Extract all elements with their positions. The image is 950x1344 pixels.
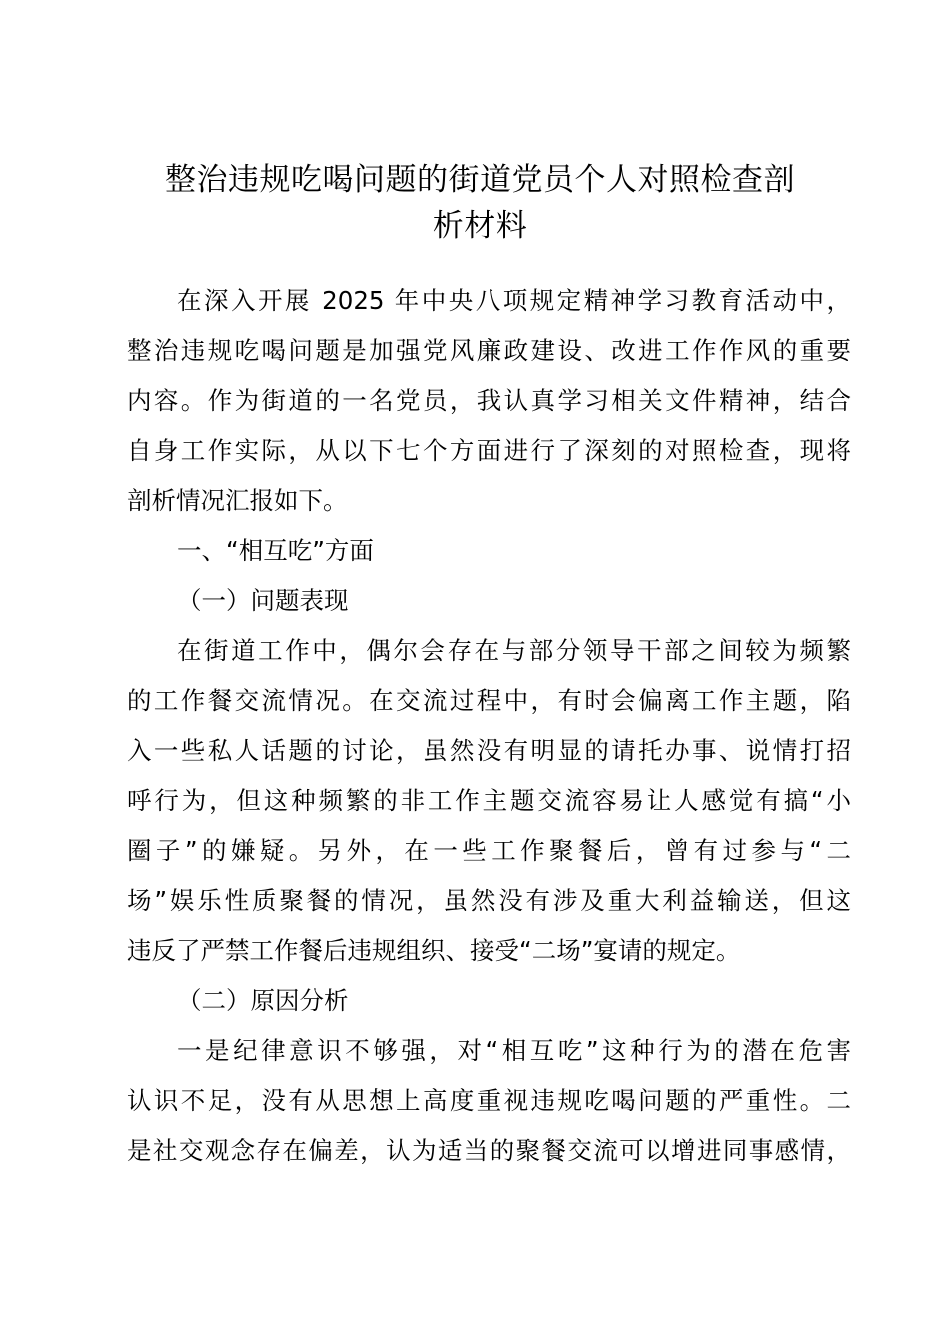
body-line: 场”娱乐性质聚餐的情况，虽然没有涉及重大利益输送，但这 <box>127 886 851 915</box>
body-line: 在街道工作中，偶尔会存在与部分领导干部之间较为频繁 <box>177 636 851 665</box>
intro-line: 剖析情况汇报如下。 <box>127 486 348 515</box>
body-line: 的工作餐交流情况。在交流过程中，有时会偏离工作主题，陷 <box>127 686 851 715</box>
title-line-2: 析材料 <box>432 208 528 244</box>
subsection-heading: （一）问题表现 <box>177 586 349 615</box>
body-line: 入一些私人话题的讨论，虽然没有明显的请托办事、说情打招 <box>127 736 851 765</box>
intro-line: 自身工作实际，从以下七个方面进行了深刻的对照检查，现将 <box>127 436 851 465</box>
body-line: 一是纪律意识不够强，对“相互吃”这种行为的潜在危害 <box>177 1036 851 1065</box>
section-heading: 一、“相互吃”方面 <box>177 536 374 565</box>
body-line: 是社交观念存在偏差，认为适当的聚餐交流可以增进同事感情， <box>127 1136 851 1165</box>
intro-line: 整治违规吃喝问题是加强党风廉政建设、改进工作作风的重要 <box>127 336 851 365</box>
document-title <box>120 157 840 249</box>
body-line: 呼行为，但这种频繁的非工作主题交流容易让人感觉有搞“小 <box>127 786 851 815</box>
intro-line: 在深入开展 2025 年中央八项规定精神学习教育活动中， <box>177 286 851 315</box>
intro-line: 内容。作为街道的一名党员，我认真学习相关文件精神，结合 <box>127 386 851 415</box>
title-line-1: 整治违规吃喝问题的街道党员个人对照检查剖 <box>165 162 795 198</box>
body-line: 违反了严禁工作餐后违规组织、接受“二场”宴请的规定。 <box>127 936 741 965</box>
subsection-heading: （二）原因分析 <box>177 986 349 1015</box>
body-line: 圈子”的嫌疑。另外，在一些工作聚餐后，曾有过参与“二 <box>127 836 851 865</box>
body-line: 认识不足，没有从思想上高度重视违规吃喝问题的严重性。二 <box>127 1086 851 1115</box>
